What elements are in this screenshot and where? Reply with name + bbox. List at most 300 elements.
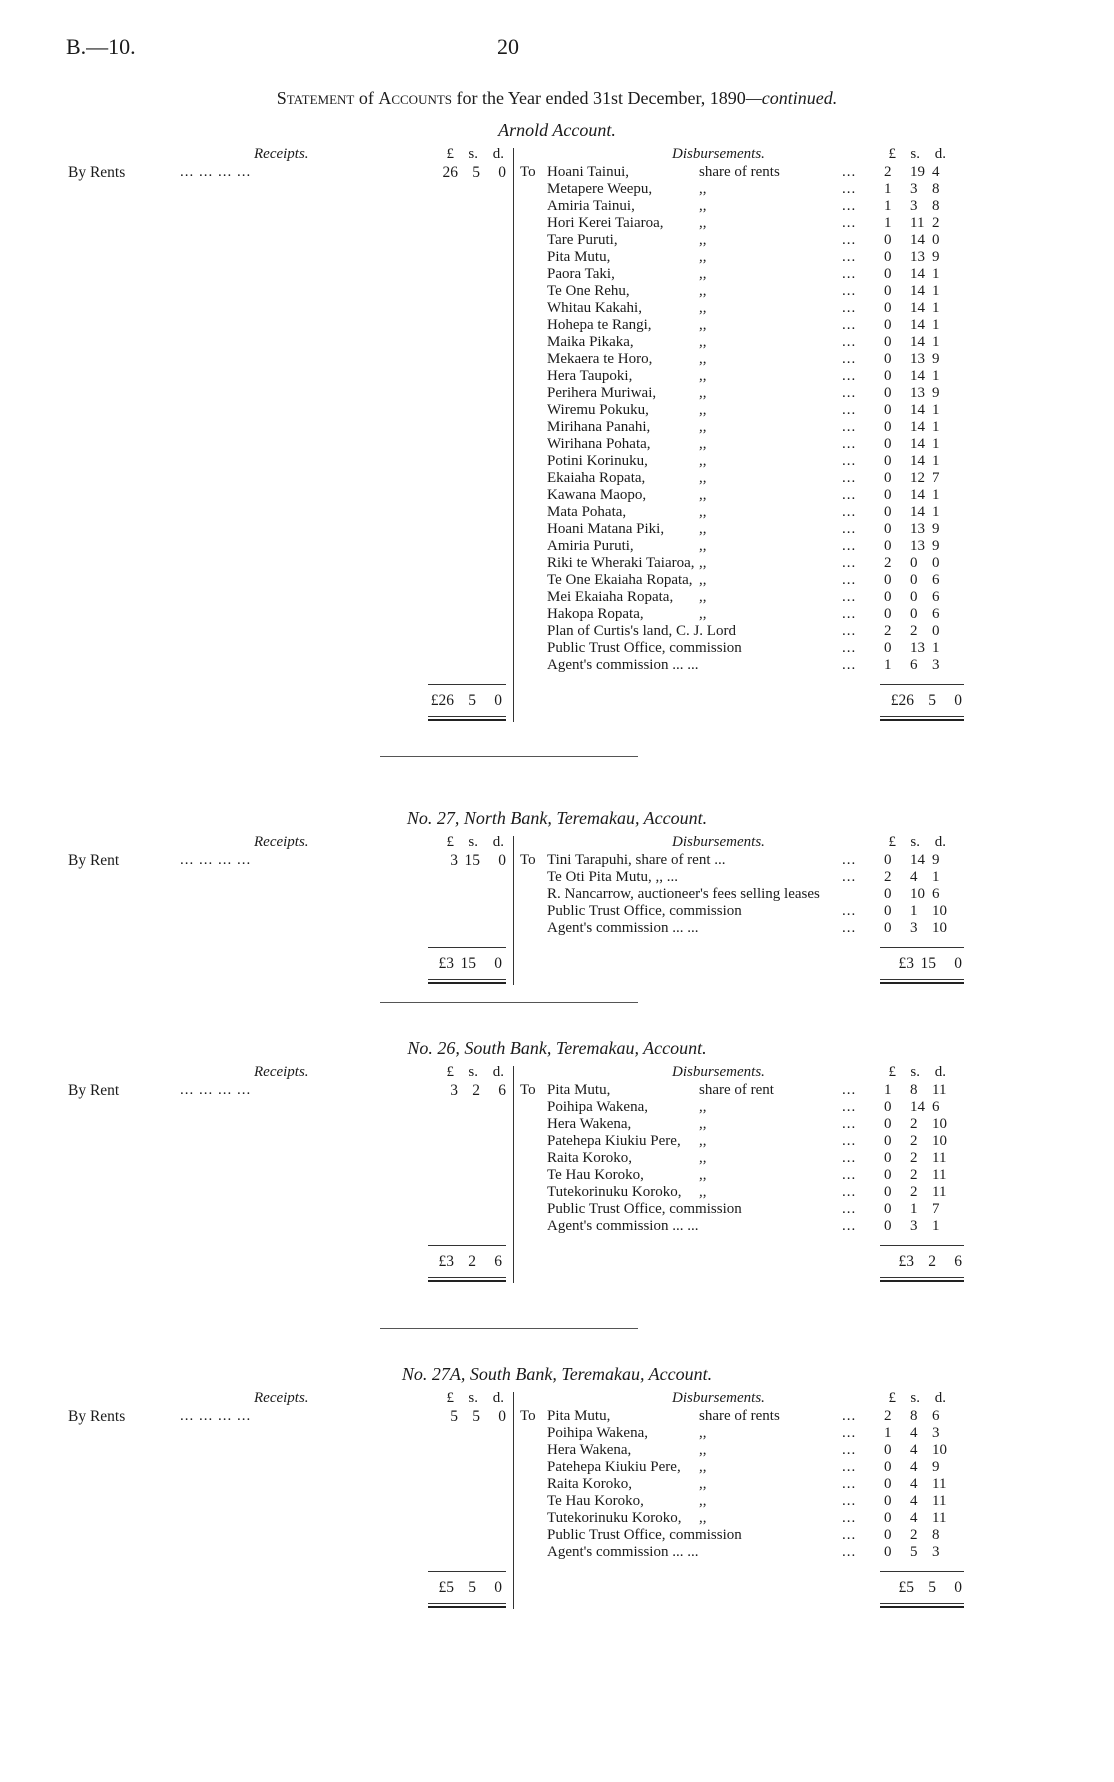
disbursement-amount-part: 11	[932, 1150, 947, 1166]
column-divider	[513, 148, 514, 722]
disbursements-total-part: 0	[954, 955, 962, 972]
disbursement-amount	[884, 572, 980, 589]
disbursement-amount	[884, 402, 980, 419]
page-reference: B.—10.	[66, 34, 136, 59]
receipts-total-part: 2	[468, 1253, 476, 1270]
disbursement-amount-part: 13	[910, 249, 925, 265]
disbursements-heading: Disbursements.	[672, 146, 765, 162]
disbursement-amount-part: 11	[932, 1184, 947, 1200]
receipt-amount-part: 0	[498, 852, 506, 869]
disbursements-total-part: 5	[928, 692, 936, 709]
disbursements-heading: Disbursements.	[672, 1064, 765, 1080]
disbursement-amount-part: 1	[910, 903, 918, 919]
payee-name: Plan of Curtis's land, C. J. Lord	[547, 623, 736, 639]
disbursement-row	[520, 1527, 960, 1544]
disbursement-amount	[884, 198, 980, 215]
leader-dots: ...	[842, 198, 857, 214]
payee-name: Public Trust Office, commission	[547, 640, 742, 656]
disbursement-amount	[884, 334, 980, 351]
disbursement-amount-part: 0	[884, 283, 892, 299]
disbursement-row	[520, 164, 960, 181]
receipts-total-part: £3	[438, 955, 454, 972]
payee-name: Hoani Tainui,	[547, 164, 629, 180]
disbursement-amount-part: 3	[932, 657, 940, 673]
disbursements-total-part: 2	[928, 1253, 936, 1270]
share-note: ,,	[699, 436, 707, 452]
disbursement-amount-part: 0	[884, 572, 892, 588]
share-note: ,,	[699, 1425, 707, 1441]
disbursement-amount	[884, 453, 980, 470]
disbursement-list	[520, 1408, 960, 1561]
disbursement-amount-part: 19	[910, 164, 925, 180]
disbursement-amount	[884, 1527, 980, 1544]
to-prefix: To	[520, 852, 536, 868]
receipts-total	[424, 692, 502, 710]
payee-name: Patehepa Kiukiu Pere,	[547, 1459, 681, 1475]
disbursement-amount	[884, 351, 980, 368]
unit-shilling: s.	[910, 146, 920, 162]
payee-name: Pita Mutu,	[547, 1082, 611, 1098]
payee-name: Perihera Muriwai,	[547, 385, 657, 401]
disbursement-amount-part: 8	[932, 1527, 940, 1543]
receipts-total-part: £5	[438, 1579, 454, 1596]
disbursement-amount-part: 4	[910, 1493, 918, 1509]
payee-name: Wiremu Pokuku,	[547, 402, 649, 418]
account-title: No. 27, North Bank, Teremakau, Account.	[406, 808, 708, 828]
disbursement-amount-part: 0	[884, 249, 892, 265]
receipt-amount	[432, 1082, 506, 1100]
share-note: ,,	[699, 1150, 707, 1166]
share-note: share of rent	[699, 1082, 774, 1098]
share-note: ,,	[699, 1493, 707, 1509]
payee-name: Raita Koroko,	[547, 1150, 632, 1166]
disbursement-amount-part: 0	[884, 1476, 892, 1492]
disbursement-amount-part: 0	[910, 606, 918, 622]
disbursement-row	[520, 1459, 960, 1476]
disbursement-amount-part: 13	[910, 385, 925, 401]
receipts-total-part: 5	[468, 1579, 476, 1596]
leader-dots: ...	[842, 1493, 857, 1509]
leader-dots: ...	[842, 1425, 857, 1441]
disbursement-amount-part: 1	[932, 436, 940, 452]
leader-dots: ...	[842, 419, 857, 435]
disbursement-amount-part: 14	[910, 266, 925, 282]
disbursement-row	[520, 1493, 960, 1510]
disbursement-amount	[884, 1442, 980, 1459]
by-rents-label: By Rents	[68, 1408, 126, 1425]
disbursement-row	[520, 589, 960, 606]
disbursement-amount	[884, 1150, 980, 1167]
disbursement-amount	[884, 1408, 980, 1425]
share-note: ,,	[699, 181, 707, 197]
disbursement-amount-part: 2	[910, 1116, 918, 1132]
receipt-leader-dots: ... ... ... ...	[180, 164, 252, 180]
disbursement-amount	[884, 1167, 980, 1184]
leader-dots: ...	[842, 1527, 857, 1543]
disbursement-amount	[884, 249, 980, 266]
disbursement-row	[520, 283, 960, 300]
payee-name: Wirihana Pohata,	[547, 436, 651, 452]
disbursement-amount-part: 14	[910, 487, 925, 503]
leader-dots: ...	[842, 538, 857, 554]
leader-dots: ...	[842, 181, 857, 197]
disbursements-total-double-rule	[880, 1603, 964, 1608]
payee-name: Hoani Matana Piki,	[547, 521, 665, 537]
disbursement-amount-part: 9	[932, 351, 940, 367]
payee-name: Hohepa te Rangi,	[547, 317, 652, 333]
leader-dots: ...	[842, 1082, 857, 1098]
disbursement-amount-part: 8	[910, 1408, 918, 1424]
disbursements-total	[876, 1579, 962, 1597]
leader-dots: ...	[842, 351, 857, 367]
disbursement-amount-part: 4	[932, 164, 940, 180]
leader-dots: ...	[842, 317, 857, 333]
disbursement-amount-part: 14	[910, 852, 925, 868]
share-note: ,,	[699, 1133, 707, 1149]
disbursement-amount	[884, 903, 980, 920]
disbursement-amount-part: 2	[884, 164, 892, 180]
leader-dots: ...	[842, 453, 857, 469]
disbursement-amount-part: 0	[932, 555, 940, 571]
disbursements-subtotal-rule	[880, 1571, 964, 1572]
receipt-leader-dots: ... ... ... ...	[180, 852, 252, 868]
disbursement-amount-part: 6	[910, 657, 918, 673]
payee-name: Mekaera te Horo,	[547, 351, 653, 367]
disbursement-amount-part: 2	[910, 623, 918, 639]
receipt-leader-dots: ... ... ... ...	[180, 1408, 252, 1424]
disbursement-amount-part: 0	[884, 419, 892, 435]
disbursement-amount-part: 0	[884, 317, 892, 333]
disbursement-row	[520, 368, 960, 385]
disbursement-row	[520, 215, 960, 232]
statement-title-lead: Statement	[276, 88, 355, 108]
receipt-leader-dots: ... ... ... ...	[180, 1082, 252, 1098]
disbursement-amount	[884, 487, 980, 504]
leader-dots: ...	[842, 436, 857, 452]
leader-dots: ...	[842, 215, 857, 231]
disbursement-amount-part: 0	[884, 920, 892, 936]
disbursement-amount-part: 0	[884, 1184, 892, 1200]
disbursement-row	[520, 606, 960, 623]
unit-pence: d.	[492, 1064, 504, 1080]
disbursements-subtotal-rule	[880, 1245, 964, 1246]
payee-name: Metapere Weepu,	[547, 181, 653, 197]
disbursement-amount-part: 1	[932, 1218, 940, 1234]
leader-dots: ...	[842, 334, 857, 350]
disbursement-row	[520, 1201, 960, 1218]
receipts-total-double-rule	[428, 1277, 506, 1282]
share-note: ,,	[699, 504, 707, 520]
leader-dots: ...	[842, 368, 857, 384]
disbursement-amount-part: 0	[884, 1150, 892, 1166]
to-prefix: To	[520, 1408, 536, 1424]
disbursement-amount-part: 0	[910, 572, 918, 588]
disbursement-amount-part: 0	[884, 1527, 892, 1543]
payee-name: Public Trust Office, commission	[547, 903, 742, 919]
receipts-units-header	[436, 834, 508, 851]
leader-dots: ...	[842, 470, 857, 486]
share-note: ,,	[699, 589, 707, 605]
statement-title-of: of	[358, 88, 374, 108]
leader-dots: ...	[842, 1459, 857, 1475]
payee-name: Mata Pohata,	[547, 504, 627, 520]
receipt-amount-part: 0	[498, 1408, 506, 1425]
share-note: ,,	[699, 453, 707, 469]
disbursement-amount-part: 1	[884, 1425, 892, 1441]
disbursement-amount	[884, 215, 980, 232]
disbursements-total	[876, 955, 962, 973]
disbursement-amount	[884, 470, 980, 487]
disbursement-amount-part: 11	[910, 215, 925, 231]
payee-name: Pita Mutu,	[547, 249, 611, 265]
disbursement-amount	[884, 886, 980, 903]
unit-pence: d.	[492, 1390, 504, 1406]
payee-name: Mei Ekaiaha Ropata,	[547, 589, 674, 605]
share-note: ,,	[699, 351, 707, 367]
disbursement-amount-part: 14	[910, 453, 925, 469]
leader-dots: ...	[842, 283, 857, 299]
disbursement-amount-part: 7	[932, 1201, 940, 1217]
disbursement-amount-part: 4	[910, 869, 918, 885]
disbursements-total	[876, 1253, 962, 1271]
leader-dots: ...	[842, 640, 857, 656]
disbursement-amount	[884, 419, 980, 436]
disbursement-amount-part: 0	[884, 1116, 892, 1132]
disbursement-amount	[884, 1116, 980, 1133]
unit-pound: £	[888, 146, 896, 162]
unit-pence: d.	[492, 146, 504, 162]
leader-dots: ...	[842, 1218, 857, 1234]
disbursement-amount-part: 1	[884, 181, 892, 197]
disbursement-amount-part: 3	[932, 1425, 940, 1441]
payee-name: Potini Korinuku,	[547, 453, 648, 469]
disbursement-amount	[884, 1099, 980, 1116]
receipts-total	[424, 955, 502, 973]
disbursement-amount	[884, 164, 980, 181]
disbursement-amount-part: 0	[884, 1201, 892, 1217]
disbursement-row	[520, 623, 960, 640]
disbursement-amount-part: 2	[910, 1150, 918, 1166]
share-note: ,,	[699, 198, 707, 214]
disbursements-heading: Disbursements.	[672, 834, 765, 850]
disbursement-amount-part: 0	[884, 334, 892, 350]
payee-name: Tini Tarapuhi, share of rent ...	[547, 852, 726, 868]
disbursement-amount-part: 14	[910, 300, 925, 316]
share-note: share of rents	[699, 1408, 780, 1424]
unit-pence: d.	[934, 1064, 946, 1080]
share-note: ,,	[699, 385, 707, 401]
disbursement-amount-part: 1	[932, 266, 940, 282]
section-separator	[380, 1002, 638, 1003]
payee-name: Hera Taupoki,	[547, 368, 633, 384]
disbursement-amount-part: 14	[910, 334, 925, 350]
disbursement-amount-part: 14	[910, 368, 925, 384]
disbursement-row	[520, 521, 960, 538]
disbursement-amount-part: 11	[932, 1476, 947, 1492]
disbursement-amount-part: 0	[884, 1544, 892, 1560]
disbursement-amount-part: 6	[932, 572, 940, 588]
disbursement-amount-part: 8	[932, 181, 940, 197]
disbursement-row	[520, 1476, 960, 1493]
disbursement-amount-part: 5	[910, 1544, 918, 1560]
leader-dots: ...	[842, 1167, 857, 1183]
disbursement-amount-part: 1	[932, 334, 940, 350]
disbursement-amount-part: 0	[884, 300, 892, 316]
disbursement-amount-part: 0	[884, 470, 892, 486]
leader-dots: ...	[842, 521, 857, 537]
payee-name: Hera Wakena,	[547, 1116, 632, 1132]
unit-shilling: s.	[910, 1064, 920, 1080]
disbursement-row	[520, 232, 960, 249]
payee-name: Public Trust Office, commission	[547, 1527, 742, 1543]
unit-pence: d.	[492, 834, 504, 850]
disbursement-row	[520, 300, 960, 317]
receipts-units-header	[436, 146, 508, 163]
receipts-units-header	[436, 1064, 508, 1081]
payee-name: Riki te Wheraki Taiaroa,	[547, 555, 695, 571]
disbursement-amount-part: 14	[910, 283, 925, 299]
payee-name: Tare Puruti,	[547, 232, 618, 248]
unit-pound: £	[446, 1064, 454, 1080]
disbursement-amount-part: 1	[932, 300, 940, 316]
disbursements-units-header	[878, 834, 964, 851]
disbursement-amount	[884, 1218, 980, 1235]
disbursement-amount-part: 0	[884, 640, 892, 656]
disbursement-row	[520, 852, 960, 869]
disbursement-amount-part: 8	[932, 198, 940, 214]
disbursement-amount-part: 0	[884, 1133, 892, 1149]
leader-dots: ...	[842, 555, 857, 571]
disbursement-row	[520, 198, 960, 215]
disbursement-amount-part: 4	[910, 1425, 918, 1441]
payee-name: Te Hau Koroko,	[547, 1493, 644, 1509]
receipts-total-part: £26	[430, 692, 454, 709]
disbursement-amount-part: 0	[932, 623, 940, 639]
unit-shilling: s.	[468, 1390, 478, 1406]
share-note: ,,	[699, 1459, 707, 1475]
account-title: No. 26, South Bank, Teremakau, Account.	[407, 1038, 707, 1058]
disbursement-amount	[884, 1476, 980, 1493]
receipt-amount-part: 26	[442, 164, 458, 181]
disbursement-amount	[884, 1493, 980, 1510]
disbursement-amount	[884, 538, 980, 555]
column-divider	[513, 836, 514, 985]
disbursement-row	[520, 1425, 960, 1442]
disbursement-amount-part: 14	[910, 317, 925, 333]
leader-dots: ...	[842, 657, 857, 673]
disbursement-amount-part: 2	[910, 1133, 918, 1149]
payee-name: Hera Wakena,	[547, 1442, 632, 1458]
disbursement-row	[520, 1544, 960, 1561]
disbursement-amount	[884, 1544, 980, 1561]
by-rents-label: By Rents	[68, 164, 126, 181]
disbursement-amount-part: 14	[910, 402, 925, 418]
disbursement-amount	[884, 640, 980, 657]
disbursements-total-part: 6	[954, 1253, 962, 1270]
disbursement-row	[520, 1510, 960, 1527]
disbursement-amount-part: 0	[884, 903, 892, 919]
disbursement-amount-part: 3	[910, 181, 918, 197]
disbursement-amount-part: 13	[910, 521, 925, 537]
disbursement-amount-part: 9	[932, 538, 940, 554]
disbursement-amount-part: 2	[884, 623, 892, 639]
share-note: ,,	[699, 1099, 707, 1115]
disbursement-row	[520, 920, 960, 937]
receipts-total-part: 0	[494, 955, 502, 972]
disbursement-row	[520, 1218, 960, 1235]
unit-shilling: s.	[468, 1064, 478, 1080]
disbursement-amount-part: 0	[884, 1442, 892, 1458]
disbursements-units-header	[878, 146, 964, 163]
disbursement-amount-part: 4	[910, 1442, 918, 1458]
leader-dots: ...	[842, 1408, 857, 1424]
disbursement-row	[520, 334, 960, 351]
disbursement-amount-part: 1	[932, 283, 940, 299]
to-prefix: To	[520, 164, 536, 180]
disbursement-amount-part: 0	[884, 589, 892, 605]
leader-dots: ...	[842, 300, 857, 316]
leader-dots: ...	[842, 920, 857, 936]
unit-pound: £	[446, 834, 454, 850]
payee-name: Agent's commission ... ...	[547, 1544, 699, 1560]
disbursement-amount-part: 14	[910, 419, 925, 435]
payee-name: Agent's commission ... ...	[547, 920, 699, 936]
unit-pound: £	[888, 1064, 896, 1080]
disbursement-row	[520, 1408, 960, 1425]
disbursement-amount-part: 6	[932, 1408, 940, 1424]
section-separator	[380, 1328, 638, 1329]
disbursement-row	[520, 402, 960, 419]
disbursement-amount	[884, 623, 980, 640]
leader-dots: ...	[842, 232, 857, 248]
disbursement-amount-part: 1	[932, 402, 940, 418]
disbursement-row	[520, 1133, 960, 1150]
disbursement-row	[520, 555, 960, 572]
disbursement-amount-part: 10	[932, 920, 947, 936]
disbursement-amount-part: 2	[884, 869, 892, 885]
disbursement-amount-part: 0	[884, 368, 892, 384]
account-title: No. 27A, South Bank, Teremakau, Account.	[401, 1364, 713, 1384]
share-note: ,,	[699, 538, 707, 554]
share-note: ,,	[699, 266, 707, 282]
disbursement-row	[520, 317, 960, 334]
receipts-total	[424, 1579, 502, 1597]
unit-shilling: s.	[910, 834, 920, 850]
page-number: 20	[497, 34, 519, 59]
disbursement-amount-part: 0	[884, 852, 892, 868]
disbursement-amount-part: 3	[910, 1218, 918, 1234]
disbursement-row	[520, 1184, 960, 1201]
disbursement-amount-part: 12	[910, 470, 925, 486]
leader-dots: ...	[842, 504, 857, 520]
disbursement-row	[520, 1099, 960, 1116]
disbursement-row	[520, 504, 960, 521]
disbursement-amount-part: 1	[884, 215, 892, 231]
disbursement-amount-part: 9	[932, 521, 940, 537]
disbursement-amount-part: 0	[884, 521, 892, 537]
unit-pound: £	[446, 1390, 454, 1406]
receipts-subtotal-rule	[428, 1571, 506, 1572]
leader-dots: ...	[842, 1510, 857, 1526]
unit-pound: £	[888, 1390, 896, 1406]
receipt-amount-part: 3	[450, 1082, 458, 1099]
disbursements-units-header	[878, 1390, 964, 1407]
disbursement-amount-part: 10	[932, 903, 947, 919]
disbursements-total-part: £3	[898, 1253, 914, 1270]
disbursement-amount-part: 3	[910, 920, 918, 936]
payee-name: Tutekorinuku Koroko,	[547, 1184, 682, 1200]
payee-name: Maika Pikaka,	[547, 334, 634, 350]
